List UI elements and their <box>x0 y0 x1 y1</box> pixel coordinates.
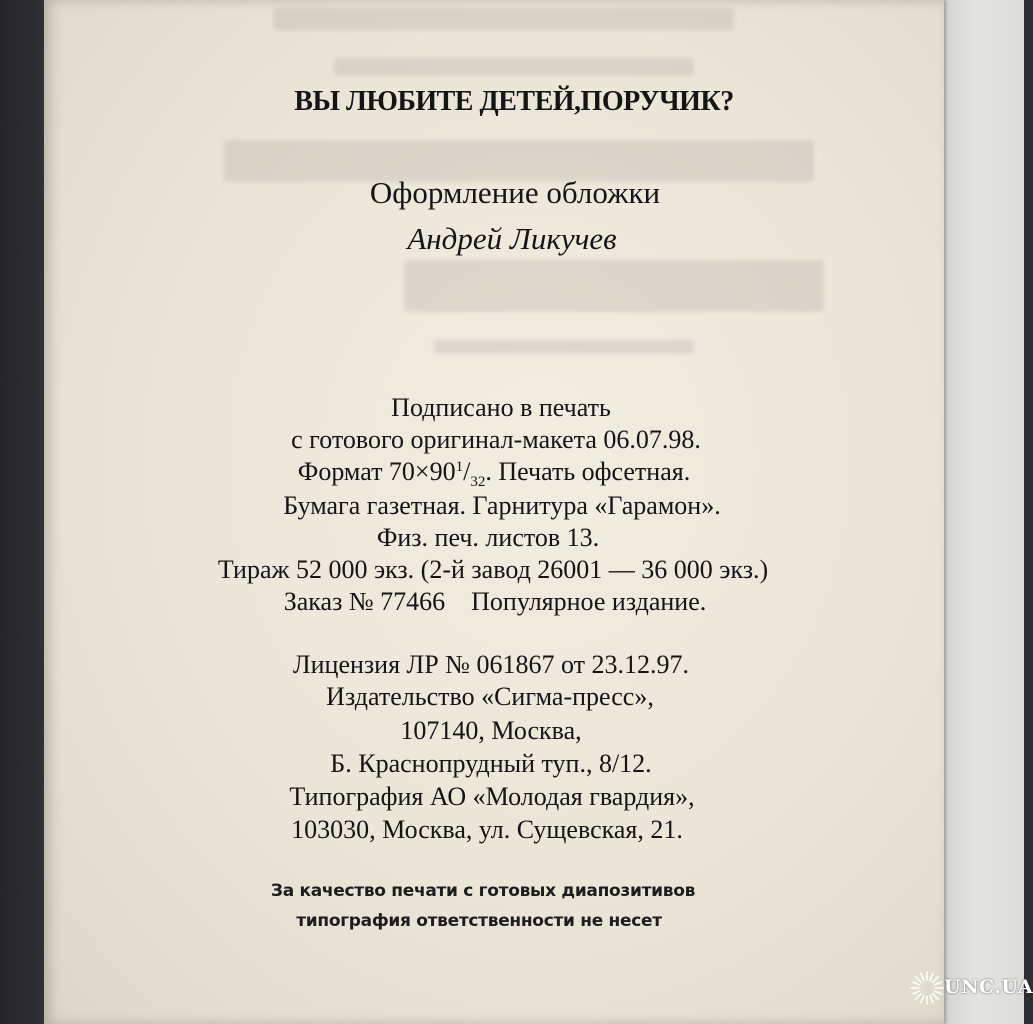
format-suffix: . Печать офсетная. <box>485 457 691 486</box>
format-subscript: 32 <box>470 474 486 490</box>
imprint-format-line <box>0 457 1006 491</box>
imprint-line-2: с готового оригинал-макета 06.07.98. <box>291 425 701 454</box>
disclaimer-line-1: За качество печати с готовых диапозитивов <box>270 881 696 901</box>
publisher-line-2: Издательство «Сигма-пресс», <box>326 682 654 711</box>
sunburst-logo-icon <box>910 971 944 1005</box>
imprint-line-5: Физ. печ. листов 13. <box>376 523 600 552</box>
publisher-line-6: 103030, Москва, ул. Сущевская, 21. <box>291 815 683 844</box>
format-superscript: 1 <box>455 459 464 475</box>
format-slash: / <box>463 457 471 486</box>
imprint-line-7: Заказ № 77466 Популярное издание. <box>283 587 707 616</box>
book-title: ВЫ ЛЮБИТЕ ДЕТЕЙ,ПОРУЧИК? <box>294 86 734 117</box>
cover-design-label: Оформление обложки <box>369 175 661 210</box>
watermark-text: UNC.UA <box>944 976 1033 998</box>
publisher-line-4: Б. Краснопрудный туп., 8/12. <box>330 749 652 778</box>
imprint-line-4: Бумага газетная. Гарнитура «Гарамон». <box>283 491 721 520</box>
disclaimer-line-2: типография ответственности не несет <box>296 911 662 931</box>
publisher-line-1: Лицензия ЛР № 061867 от 23.12.97. <box>293 650 689 679</box>
publisher-line-5: Типография АО «Молодая гвардия», <box>289 782 695 811</box>
imprint-line-6: Тираж 52 000 экз. (2-й завод 26001 — 36 000 экз.) <box>217 555 769 584</box>
imprint-line-1: Подписано в печать <box>391 393 611 422</box>
publisher-line-3: 107140, Москва, <box>400 716 582 745</box>
format-prefix: Формат 70×90 <box>297 457 456 486</box>
cover-designer-name: Андрей Ликучев <box>407 221 617 256</box>
watermark <box>910 966 1033 1014</box>
